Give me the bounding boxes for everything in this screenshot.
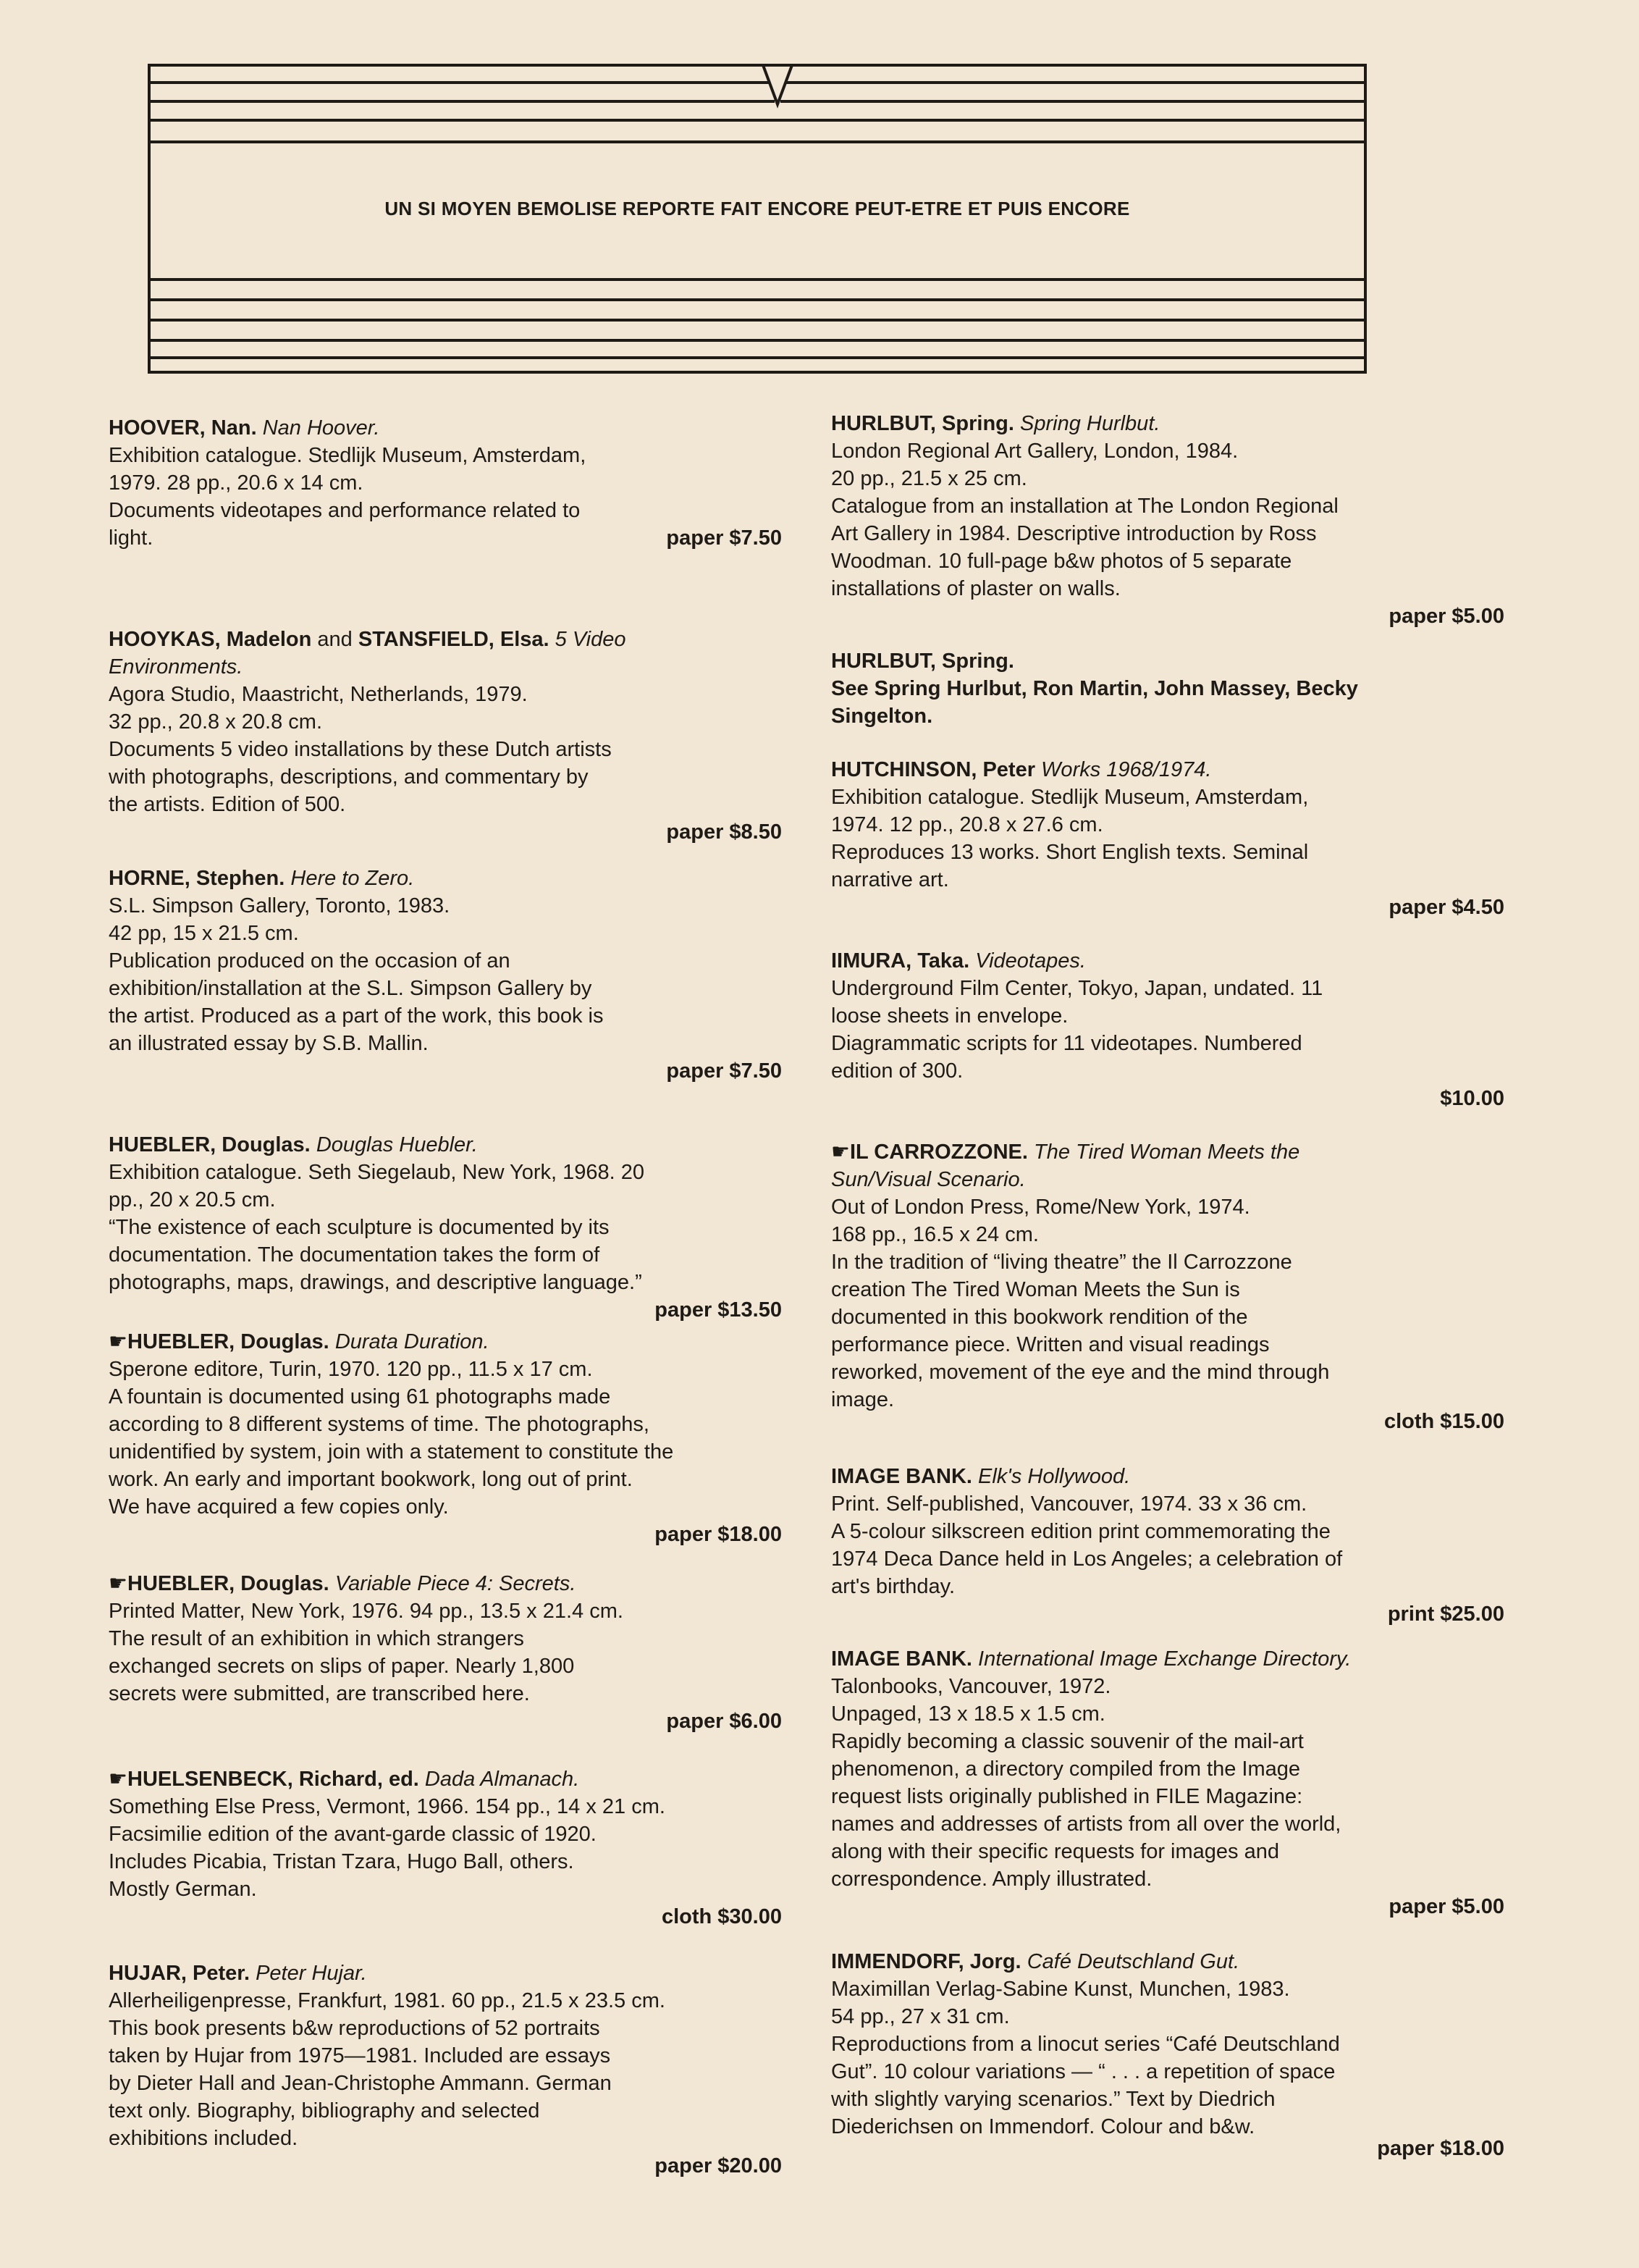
entry-line: taken by Hujar from 1975—1981. Included are essays bbox=[109, 2044, 611, 2067]
entry-line: Talonbooks, Vancouver, 1972. bbox=[831, 1675, 1111, 1698]
catalog-entry bbox=[109, 1765, 782, 1931]
entry-line: A fountain is documented using 61 photographs made bbox=[109, 1385, 611, 1408]
entry-price: paper $13.50 bbox=[654, 1298, 782, 1322]
entry-line: Print. Self-published, Vancouver, 1974. 33 x 36 cm. bbox=[831, 1492, 1307, 1516]
entry-price: paper $6.00 bbox=[666, 1710, 782, 1733]
entry-price: paper $7.50 bbox=[666, 1059, 782, 1083]
entry-line: Catalogue from an installation at The London Regional bbox=[831, 495, 1339, 518]
banner-title: UN SI MOYEN BEMOLISE REPORTE FAIT ENCORE PEUT-ETRE ET PUIS ENCORE bbox=[384, 198, 1130, 219]
entry-line: We have acquired a few copies only. bbox=[109, 1495, 449, 1519]
entry-author: IMAGE BANK. bbox=[831, 1465, 972, 1488]
entry-price: $10.00 bbox=[1440, 1087, 1504, 1110]
catalog-entry bbox=[109, 1131, 782, 1324]
entry-line: Allerheiligenpresse, Frankfurt, 1981. 60 pp., 21.5 x 23.5 cm. bbox=[109, 1989, 665, 2012]
entry-title: Spring Hurlbut. bbox=[1020, 412, 1160, 435]
entry-price: paper $7.50 bbox=[666, 526, 782, 550]
entry-line: along with their specific requests for images and bbox=[831, 1840, 1279, 1863]
entry-line: 1979. 28 pp., 20.6 x 14 cm. bbox=[109, 471, 363, 495]
entry-line: with slightly varying scenarios.” Text by Diedrich bbox=[831, 2088, 1276, 2111]
entry-line: edition of 300. bbox=[831, 1059, 964, 1083]
entry-line: narrative art. bbox=[831, 868, 949, 891]
pointing-hand-icon: ☛ bbox=[109, 1768, 127, 1791]
entry-price: paper $5.00 bbox=[1389, 605, 1504, 628]
catalog-entry bbox=[831, 1948, 1504, 2162]
entry-author: HORNE, Stephen. bbox=[109, 867, 285, 890]
entry-line: “The existence of each sculpture is documented by its bbox=[109, 1216, 610, 1239]
header-banner bbox=[148, 64, 1367, 374]
entry-line: text only. Biography, bibliography and selected bbox=[109, 2099, 540, 2122]
entry-line: reworked, movement of the eye and the mind through bbox=[831, 1361, 1330, 1384]
entry-line: Woodman. 10 full-page b&w photos of 5 separate bbox=[831, 550, 1292, 573]
see-also-reference: Singelton. bbox=[831, 705, 933, 728]
entry-line: an illustrated essay by S.B. Mallin. bbox=[109, 1032, 429, 1055]
entry-title: International Image Exchange Directory. bbox=[978, 1647, 1352, 1671]
entry-price: cloth $15.00 bbox=[1383, 1410, 1504, 1433]
entry-line: exhibitions included. bbox=[109, 2127, 298, 2150]
entry-line: 1974 Deca Dance held in Los Angeles; a celebration of bbox=[831, 1547, 1343, 1571]
entry-line: Exhibition catalogue. Seth Siegelaub, New York, 1968. 20 bbox=[109, 1161, 645, 1184]
catalog-entry bbox=[831, 1463, 1504, 1628]
catalog-entry bbox=[109, 1328, 782, 1548]
entry-author: HUEBLER, Douglas. bbox=[127, 1572, 329, 1595]
entry-line: London Regional Art Gallery, London, 1984. bbox=[831, 440, 1239, 463]
entry-line: Diagrammatic scripts for 11 videotapes. Numbered bbox=[831, 1032, 1302, 1055]
entry-line: unidentified by system, join with a statement to constitute the bbox=[109, 1440, 674, 1463]
entry-line: Documents 5 video installations by these Dutch artists bbox=[109, 738, 612, 761]
entry-title: 5 Video bbox=[555, 628, 626, 651]
entry-author: HUELSENBECK, Richard, ed. bbox=[127, 1768, 419, 1791]
entry-line: the artists. Edition of 500. bbox=[109, 793, 346, 816]
catalog-entry bbox=[109, 626, 782, 846]
entry-line: Documents videotapes and performance related to bbox=[109, 499, 581, 522]
entry-title: Variable Piece 4: Secrets. bbox=[334, 1572, 576, 1595]
entry-line: 1974. 12 pp., 20.8 x 27.6 cm. bbox=[831, 813, 1103, 836]
entry-conjunction: and bbox=[317, 628, 353, 651]
entry-title: Elk's Hollywood. bbox=[978, 1465, 1131, 1488]
entry-line: Exhibition catalogue. Stedlijk Museum, Amsterdam, bbox=[831, 786, 1309, 809]
entry-author: IL CARROZZONE. bbox=[850, 1141, 1028, 1164]
entry-line: Publication produced on the occasion of an bbox=[109, 949, 510, 973]
entry-price: paper $18.00 bbox=[1377, 2137, 1504, 2160]
entry-title: Sun/Visual Scenario. bbox=[831, 1168, 1026, 1191]
entry-line: Reproduces 13 works. Short English texts. Seminal bbox=[831, 841, 1309, 864]
entry-line: Something Else Press, Vermont, 1966. 154 pp., 14 x 21 cm. bbox=[109, 1795, 665, 1818]
entry-line: Exhibition catalogue. Stedlijk Museum, Amsterdam, bbox=[109, 444, 586, 467]
entry-line: Printed Matter, New York, 1976. 94 pp., 13.5 x 21.4 cm. bbox=[109, 1600, 623, 1623]
entry-line: image. bbox=[831, 1388, 895, 1411]
entry-line: installations of plaster on walls. bbox=[831, 577, 1121, 600]
entry-line: names and addresses of artists from all over the world, bbox=[831, 1813, 1341, 1836]
entry-line: 32 pp., 20.8 x 20.8 cm. bbox=[109, 710, 323, 734]
catalog-entry bbox=[831, 756, 1504, 921]
entry-line: Unpaged, 13 x 18.5 x 1.5 cm. bbox=[831, 1702, 1105, 1726]
entry-line: Rapidly becoming a classic souvenir of the mail-art bbox=[831, 1730, 1304, 1753]
entry-title: Peter Hujar. bbox=[256, 1962, 367, 1985]
entry-line: art's birthday. bbox=[831, 1575, 956, 1598]
entry-title: The Tired Woman Meets the bbox=[1034, 1141, 1300, 1164]
catalog-entry bbox=[109, 1960, 782, 2180]
catalog-entry bbox=[831, 1645, 1504, 1920]
entry-author: IMMENDORF, Jorg. bbox=[831, 1950, 1021, 1973]
entry-line: Includes Picabia, Tristan Tzara, Hugo Ball, others. bbox=[109, 1850, 574, 1873]
catalog-entry bbox=[831, 410, 1504, 630]
entry-title: Here to Zero. bbox=[290, 867, 415, 890]
entry-price: paper $5.00 bbox=[1389, 1895, 1504, 1918]
entry-line: Out of London Press, Rome/New York, 1974. bbox=[831, 1196, 1250, 1219]
catalog-entry bbox=[831, 647, 1504, 730]
catalog-entry bbox=[831, 1138, 1504, 1435]
entry-title: Nan Hoover. bbox=[262, 416, 380, 440]
entry-line: This book presents b&w reproductions of 52 portraits bbox=[109, 2017, 600, 2040]
entry-line: Diederichsen on Immendorf. Colour and b&w. bbox=[831, 2115, 1255, 2138]
entry-line: documented in this bookwork rendition of the bbox=[831, 1306, 1248, 1329]
entry-line: In the tradition of “living theatre” the Il Carrozzone bbox=[831, 1251, 1292, 1274]
entry-title: Café Deutschland Gut. bbox=[1027, 1950, 1240, 1973]
catalog-entry bbox=[109, 1570, 782, 1735]
entry-line: 20 pp., 21.5 x 25 cm. bbox=[831, 467, 1027, 490]
see-also-reference: See Spring Hurlbut, Ron Martin, John Massey, Becky bbox=[831, 677, 1358, 700]
entry-title: Dada Almanach. bbox=[424, 1768, 580, 1791]
catalog-entry bbox=[109, 414, 782, 552]
entry-author: STANSFIELD, Elsa. bbox=[358, 628, 549, 651]
entry-line: performance piece. Written and visual readings bbox=[831, 1333, 1270, 1356]
entry-line: correspondence. Amply illustrated. bbox=[831, 1868, 1153, 1891]
entry-line: work. An early and important bookwork, long out of print. bbox=[109, 1468, 633, 1491]
entry-line: creation The Tired Woman Meets the Sun is bbox=[831, 1278, 1240, 1301]
entry-line: exhibition/installation at the S.L. Simpson Gallery by bbox=[109, 977, 592, 1000]
entry-line: Sperone editore, Turin, 1970. 120 pp., 11.5 x 17 cm. bbox=[109, 1358, 593, 1381]
catalog-entry bbox=[109, 865, 782, 1085]
entry-line: Underground Film Center, Tokyo, Japan, undated. 11 bbox=[831, 977, 1323, 1000]
entry-price: print $25.00 bbox=[1387, 1603, 1504, 1626]
entry-author: HUEBLER, Douglas. bbox=[109, 1133, 311, 1156]
entry-title: Videotapes. bbox=[975, 949, 1086, 973]
entry-line: secrets were submitted, are transcribed here. bbox=[109, 1682, 530, 1705]
entry-line: 42 pp, 15 x 21.5 cm. bbox=[109, 922, 299, 945]
entry-author: HURLBUT, Spring. bbox=[831, 412, 1014, 435]
entry-line: Mostly German. bbox=[109, 1878, 257, 1901]
entry-author: HURLBUT, Spring. bbox=[831, 650, 1014, 673]
entry-line: according to 8 different systems of time. The photographs, bbox=[109, 1413, 649, 1436]
entry-price: paper $20.00 bbox=[654, 2154, 782, 2177]
pointing-hand-icon: ☛ bbox=[109, 1330, 127, 1353]
entry-line: with photographs, descriptions, and commentary by bbox=[109, 765, 589, 789]
entry-line: photographs, maps, drawings, and descriptive language.” bbox=[109, 1271, 642, 1294]
entry-line: by Dieter Hall and Jean-Christophe Ammann. German bbox=[109, 2072, 612, 2095]
entry-title: Works 1968/1974. bbox=[1041, 758, 1212, 781]
entry-line: A 5-colour silkscreen edition print commemorating the bbox=[831, 1520, 1331, 1543]
entry-line: Art Gallery in 1984. Descriptive introduction by Ross bbox=[831, 522, 1317, 545]
entry-price: paper $18.00 bbox=[654, 1523, 782, 1546]
entry-line: Reproductions from a linocut series “Café Deutschland bbox=[831, 2033, 1340, 2056]
entry-price: paper $4.50 bbox=[1389, 896, 1504, 919]
entry-author: HOOVER, Nan. bbox=[109, 416, 257, 440]
entry-line: The result of an exhibition in which strangers bbox=[109, 1627, 524, 1650]
entry-line: pp., 20 x 20.5 cm. bbox=[109, 1188, 276, 1211]
entry-line: documentation. The documentation takes the form of bbox=[109, 1243, 600, 1267]
entry-price: cloth $30.00 bbox=[661, 1905, 782, 1928]
catalog-entry bbox=[831, 947, 1504, 1112]
entry-line: light. bbox=[109, 526, 153, 550]
entry-line: 54 pp., 27 x 31 cm. bbox=[831, 2005, 1010, 2028]
pointing-hand-icon: ☛ bbox=[831, 1141, 850, 1164]
entry-author: IIMURA, Taka. bbox=[831, 949, 970, 973]
entry-line: Gut”. 10 colour variations — “ . . . a repetition of space bbox=[831, 2060, 1336, 2083]
entry-author: HUTCHINSON, Peter bbox=[831, 758, 1035, 781]
entry-line: phenomenon, a directory compiled from the Image bbox=[831, 1757, 1301, 1781]
entry-title: Douglas Huebler. bbox=[316, 1133, 478, 1156]
entry-title: Environments. bbox=[109, 655, 243, 679]
entry-line: loose sheets in envelope. bbox=[831, 1004, 1069, 1028]
entry-line: 168 pp., 16.5 x 24 cm. bbox=[831, 1223, 1039, 1246]
entry-line: exchanged secrets on slips of paper. Nearly 1,800 bbox=[109, 1655, 575, 1678]
entry-line: Maximillan Verlag-Sabine Kunst, Munchen, 1983. bbox=[831, 1978, 1290, 2001]
entry-line: the artist. Produced as a part of the work, this book is bbox=[109, 1004, 604, 1028]
entry-author: HOOYKAS, Madelon bbox=[109, 628, 312, 651]
entry-author: HUJAR, Peter. bbox=[109, 1962, 250, 1985]
entry-price: paper $8.50 bbox=[666, 820, 782, 844]
entry-line: Agora Studio, Maastricht, Netherlands, 1979. bbox=[109, 683, 528, 706]
pointing-hand-icon: ☛ bbox=[109, 1572, 127, 1595]
entry-author: IMAGE BANK. bbox=[831, 1647, 972, 1671]
entry-title: Durata Duration. bbox=[334, 1330, 489, 1353]
entry-line: request lists originally published in FILE Magazine: bbox=[831, 1785, 1303, 1808]
entry-line: Facsimilie edition of the avant-garde classic of 1920. bbox=[109, 1823, 597, 1846]
entry-author: HUEBLER, Douglas. bbox=[127, 1330, 329, 1353]
entry-line: S.L. Simpson Gallery, Toronto, 1983. bbox=[109, 894, 450, 917]
